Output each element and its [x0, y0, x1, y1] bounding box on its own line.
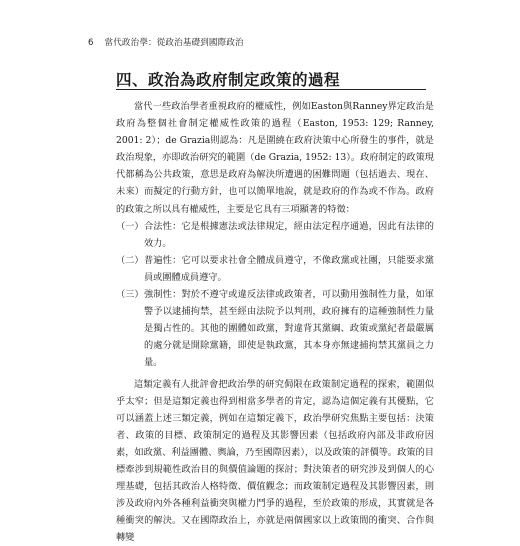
list-marker: （一）	[116, 218, 144, 235]
running-title: 當代政治學：從政治基礎到國際政治	[105, 38, 244, 48]
list-item	[116, 286, 434, 371]
closing-paragraph: 這類定義有人批評會把政治學的研究侷限在政策制定過程的探索，範圍似乎太窄；但是這類定義也得到相當多學者的肯定，認為這個定義有其優點，它可以涵蓋上述三類定義，例如在這類定義下，政治學研究焦點主要包括：決策者、政策的目標、政策制定的過程及其影響因素（包括政府內部及非政府因素，如政黨、利益團體、輿論，乃至國際因素），以及政策的評價等。政策的目標牽涉到規範性政治目的與價值論題的探討；對決策者的研究涉及到個人的心理基礎，包括其政治人格特徵、價值觀念；而政策制定過程及其影響因素，則涉及政府內外各種利益衝突與權力鬥爭的過程，至於政策的形成，其實就是各種衝突的解決。又在國際政治上，亦就是兩個國家以上政策間的衝突、合作與轉變	[116, 376, 434, 546]
list-item	[116, 218, 434, 252]
list-item-text: 普遍性：它可以要求社會全體成員遵守，不像政黨或社團，只能要求黨員或團體成員遵守。	[144, 255, 434, 283]
title-underline	[116, 89, 426, 90]
list-marker: （三）	[116, 286, 144, 303]
list-item	[116, 252, 434, 286]
list-item-text: 合法性：它是根據憲法或法律規定，經由法定程序通過，因此有法律的效力。	[144, 221, 434, 249]
page-number: 6	[88, 38, 94, 48]
section-title: 四、政治為政府制定政策的過程	[116, 68, 340, 90]
feature-list	[116, 218, 434, 372]
list-marker: （二）	[116, 252, 144, 269]
list-item-text: 強制性：對於不遵守或違反法律或政策者，可以動用強制性力量，如軍警予以逮捕拘禁，甚至經由法院予以判刑，政府擁有的這種強制性力量是獨占性的。其他的團體如政黨，對違背其黨綱、政策或黨紀者最嚴厲的處分就是開除黨籍，即使是執政黨，其本身亦無逮捕拘禁其黨員之力量。	[144, 289, 434, 368]
intro-paragraph: 當代一些政治學者重視政府的權威性，例如Easton與Ranney界定政治是政府為整個社會制定權威性政策的過程（Easton, 1953: 129; Ranney, 2001: 2）；de Grazia則認為：凡是圍繞在政府決策中心所發生的事件，就是政治現象，亦即政治研究的範圍（de Grazia, 1952: 13）。政府制定的政策現代都稱為公共政策，意思是政府為解決所遭遇的困難問題（包括過去、現在、未來）而擬定的行動方針，也可以簡單地說，就是政府的作為或不作為。政府的政策之所以具有權威性，主要是它具有三項顯著的特徵：	[116, 98, 434, 218]
body-text	[116, 98, 434, 546]
running-header	[88, 36, 244, 48]
